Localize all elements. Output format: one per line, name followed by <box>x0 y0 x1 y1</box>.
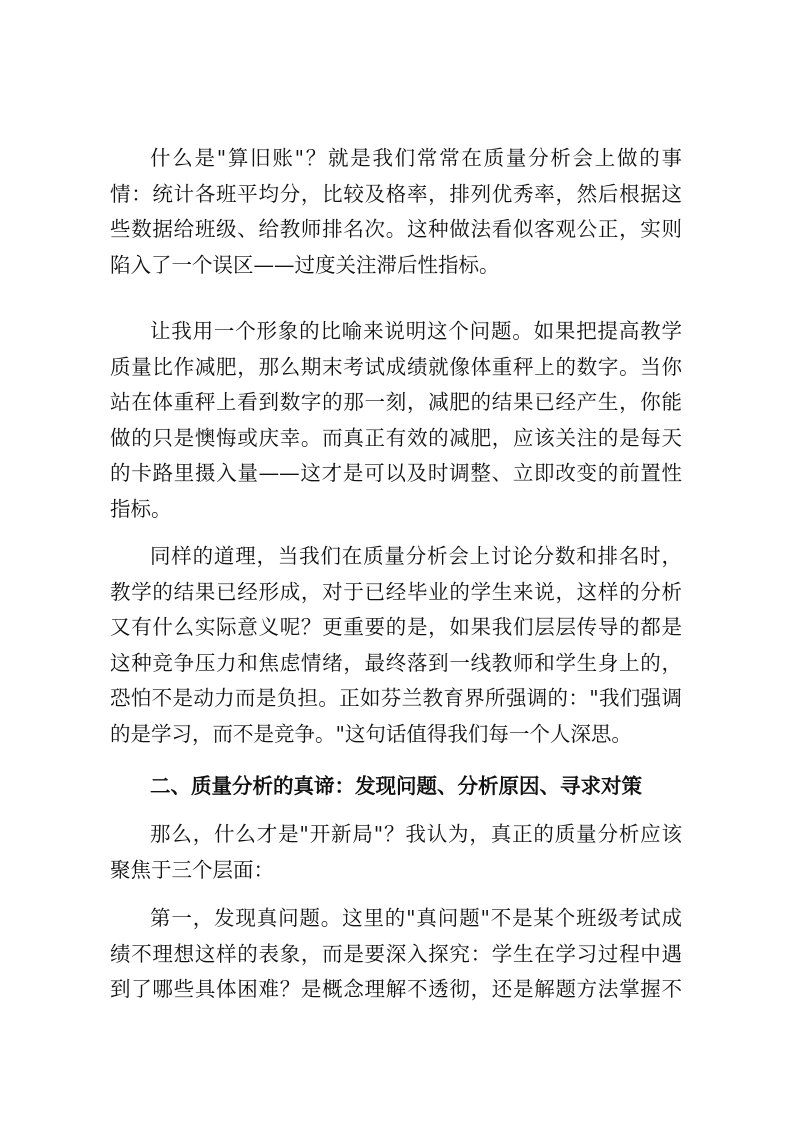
paragraph-line: 情：统计各班平均分，比较及格率，排列优秀率，然后根据这 <box>110 181 682 206</box>
paragraph-line: 恐怕不是动力而是负担。正如芬兰教育界所强调的："我们强调 <box>110 686 682 710</box>
paragraph-line: 那么，什么才是"开新局"？我认为，真正的质量分析应该 <box>150 822 682 846</box>
paragraph-line: 同样的道理，当我们在质量分析会上讨论分数和排名时， <box>150 544 682 568</box>
paragraph-line: 教学的结果已经形成，对于已经毕业的学生来说，这样的分析 <box>110 579 682 604</box>
paragraph-what-is-old-account <box>110 141 682 283</box>
paragraph-line: 的是学习，而不是竞争。"这句话值得我们每一个人深思。 <box>110 721 632 746</box>
paragraph-find-real-problem <box>110 901 682 1008</box>
paragraph-line: 什么是"算旧账"？就是我们常常在质量分析会上做的事 <box>150 146 682 170</box>
section-heading-text: 二、质量分析的真谛：发现问题、分析原因、寻求对策 <box>150 774 642 798</box>
paragraph-line: 让我用一个形象的比喻来说明这个问题。如果把提高教学 <box>150 319 682 343</box>
paragraph-same-reasoning <box>110 539 682 752</box>
paragraph-line: 质量比作减肥，那么期末考试成绩就像体重秤上的数字。当你 <box>110 354 682 379</box>
paragraph-line: 聚焦于三个层面： <box>110 857 274 882</box>
paragraph-line: 做的只是懊悔或庆幸。而真正有效的减肥，应该关注的是每天 <box>110 425 682 450</box>
paragraph-line: 又有什么实际意义呢？更重要的是，如果我们层层传导的都是 <box>110 615 682 639</box>
paragraph-line: 到了哪些具体困难？是概念理解不透彻，还是解题方法掌握不 <box>110 977 682 1001</box>
paragraph-line: 些数据给班级、给教师排名次。这种做法看似客观公正，实则 <box>110 217 682 241</box>
paragraph-open-new-situation <box>110 817 682 888</box>
paragraph-line: 第一，发现真问题。这里的"真问题"不是某个班级考试成 <box>150 906 682 930</box>
paragraph-line: 的卡路里摄入量——这才是可以及时调整、立即改变的前置性 <box>110 461 682 485</box>
section-heading <box>110 769 682 805</box>
paragraph-line: 这种竞争压力和焦虑情绪，最终落到一线教师和学生身上的， <box>110 650 682 675</box>
paragraph-weight-loss-metaphor <box>110 314 682 527</box>
paragraph-line: 站在体重秤上看到数字的那一刻，减肥的结果已经产生，你能 <box>110 390 682 414</box>
paragraph-line: 陷入了一个误区——过度关注滞后性指标。 <box>110 252 500 277</box>
paragraph-line: 绩不理想这样的表象，而是要深入探究：学生在学习过程中遇 <box>110 941 682 966</box>
paragraph-line: 指标。 <box>110 496 172 521</box>
